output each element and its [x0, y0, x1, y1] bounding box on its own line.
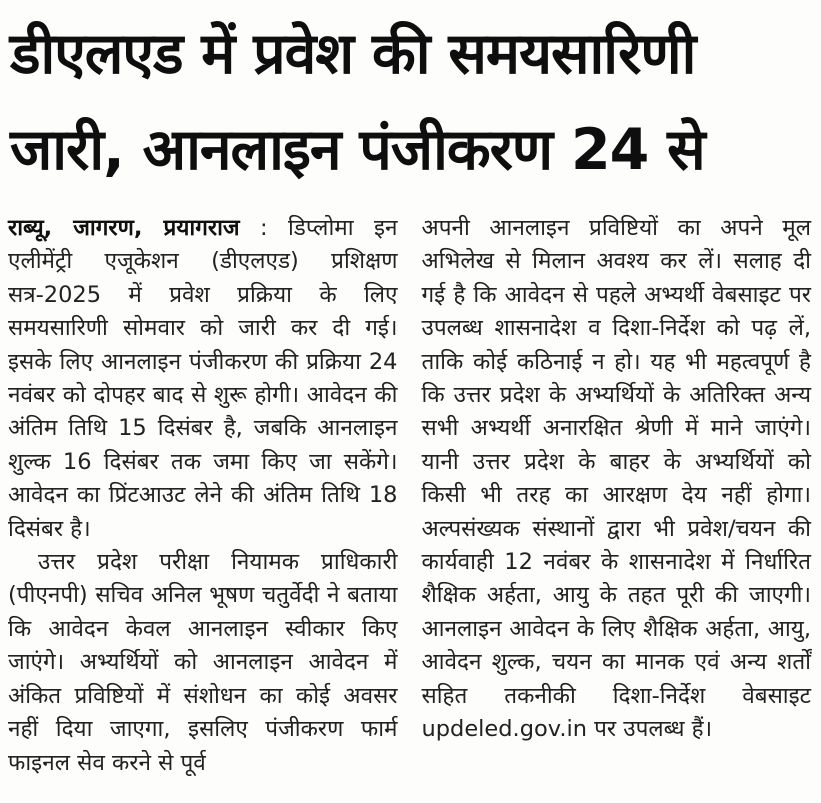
paragraph-2-continued	[422, 212, 812, 747]
article-headline	[0, 0, 821, 198]
paragraph-2	[8, 546, 398, 780]
right-column	[422, 212, 812, 780]
article-body	[0, 198, 821, 780]
byline-separator: :	[239, 215, 288, 241]
byline: राब्यू, जागरण, प्रयागराज	[8, 215, 240, 241]
headline-line-1: डीएलएड में प्रवेश की समयसारिणी	[10, 21, 696, 87]
headline-line-2: जारी, आनलाइन पंजीकरण 24 से	[10, 117, 705, 183]
left-column	[8, 212, 398, 780]
paragraph-2-continued-text: अपनी आनलाइन प्रविष्टियों का अपने मूल अभिलेख से मिलान अवश्य कर लें। सलाह दी गई है कि आवेदन से पहले अभ्यर्थी वेबसाइट पर उपलब्ध शासनादेश व दिशा-निर्देश को पढ़ लें, ताकि कोई कठिनाई न हो। यह भी महत्वपूर्ण है कि उत्तर प्रदेश के अभ्यर्थियों के अतिरिक्त अन्य सभी अभ्यर्थी अनारक्षित श्रेणी में माने जाएंगे। यानी उत्तर प्रदेश के बाहर के अभ्यर्थियों को किसी भी तरह का आरक्षण देय नहीं होगा। अल्पसंख्यक संस्थानों द्वारा भी प्रवेश/चयन की कार्यवाही 12 नवंबर के शासनादेश में निर्धारित शैक्षिक अर्हता, आयु के तहत पूरी की जाएगी। आनलाइन आवेदन के लिए शैक्षिक अर्हता, आयु, आवेदन शुल्क, चयन का मानक एवं अन्य शर्तों सहित तकनीकी दिशा-निर्देश वेबसाइट updeled.gov.in पर उपलब्ध हैं।	[421, 215, 811, 743]
paragraph-2-text: उत्तर प्रदेश परीक्षा नियामक प्राधिकारी (पीएनपी) सचिव अनिल भूषण चतुर्वेदी ने बताया कि आवेदन केवल आनलाइन स्वीकार किए जाएंगे। अभ्यर्थियों को आनलाइन आवेदन में अंकित प्रविष्टियों में संशोधन का कोई अवसर नहीं दिया जाएगा, इसलिए पंजीकरण फार्म फाइनल सेव करने से पूर्व	[8, 549, 398, 776]
paragraph-1-text: डिप्लोमा इन एलीमेंट्री एजूकेशन (डीएलएड) प्रशिक्षण सत्र-2025 में प्रवेश प्रक्रिया के लिए समयसारिणी सोमवार को जारी कर दी गई। इसके लिए आनलाइन पंजीकरण की प्रक्रिया 24 नवंबर को दोपहर बाद से शुरू होगी। आवेदन की अंतिम तिथि 15 दिसंबर है, जबकि आनलाइन शुल्क 16 दिसंबर तक जमा किए जा सकेंगे। आवेदन का प्रिंटआउट लेने की अंतिम तिथि 18 दिसंबर है।	[8, 215, 398, 542]
paragraph-1	[8, 212, 398, 546]
